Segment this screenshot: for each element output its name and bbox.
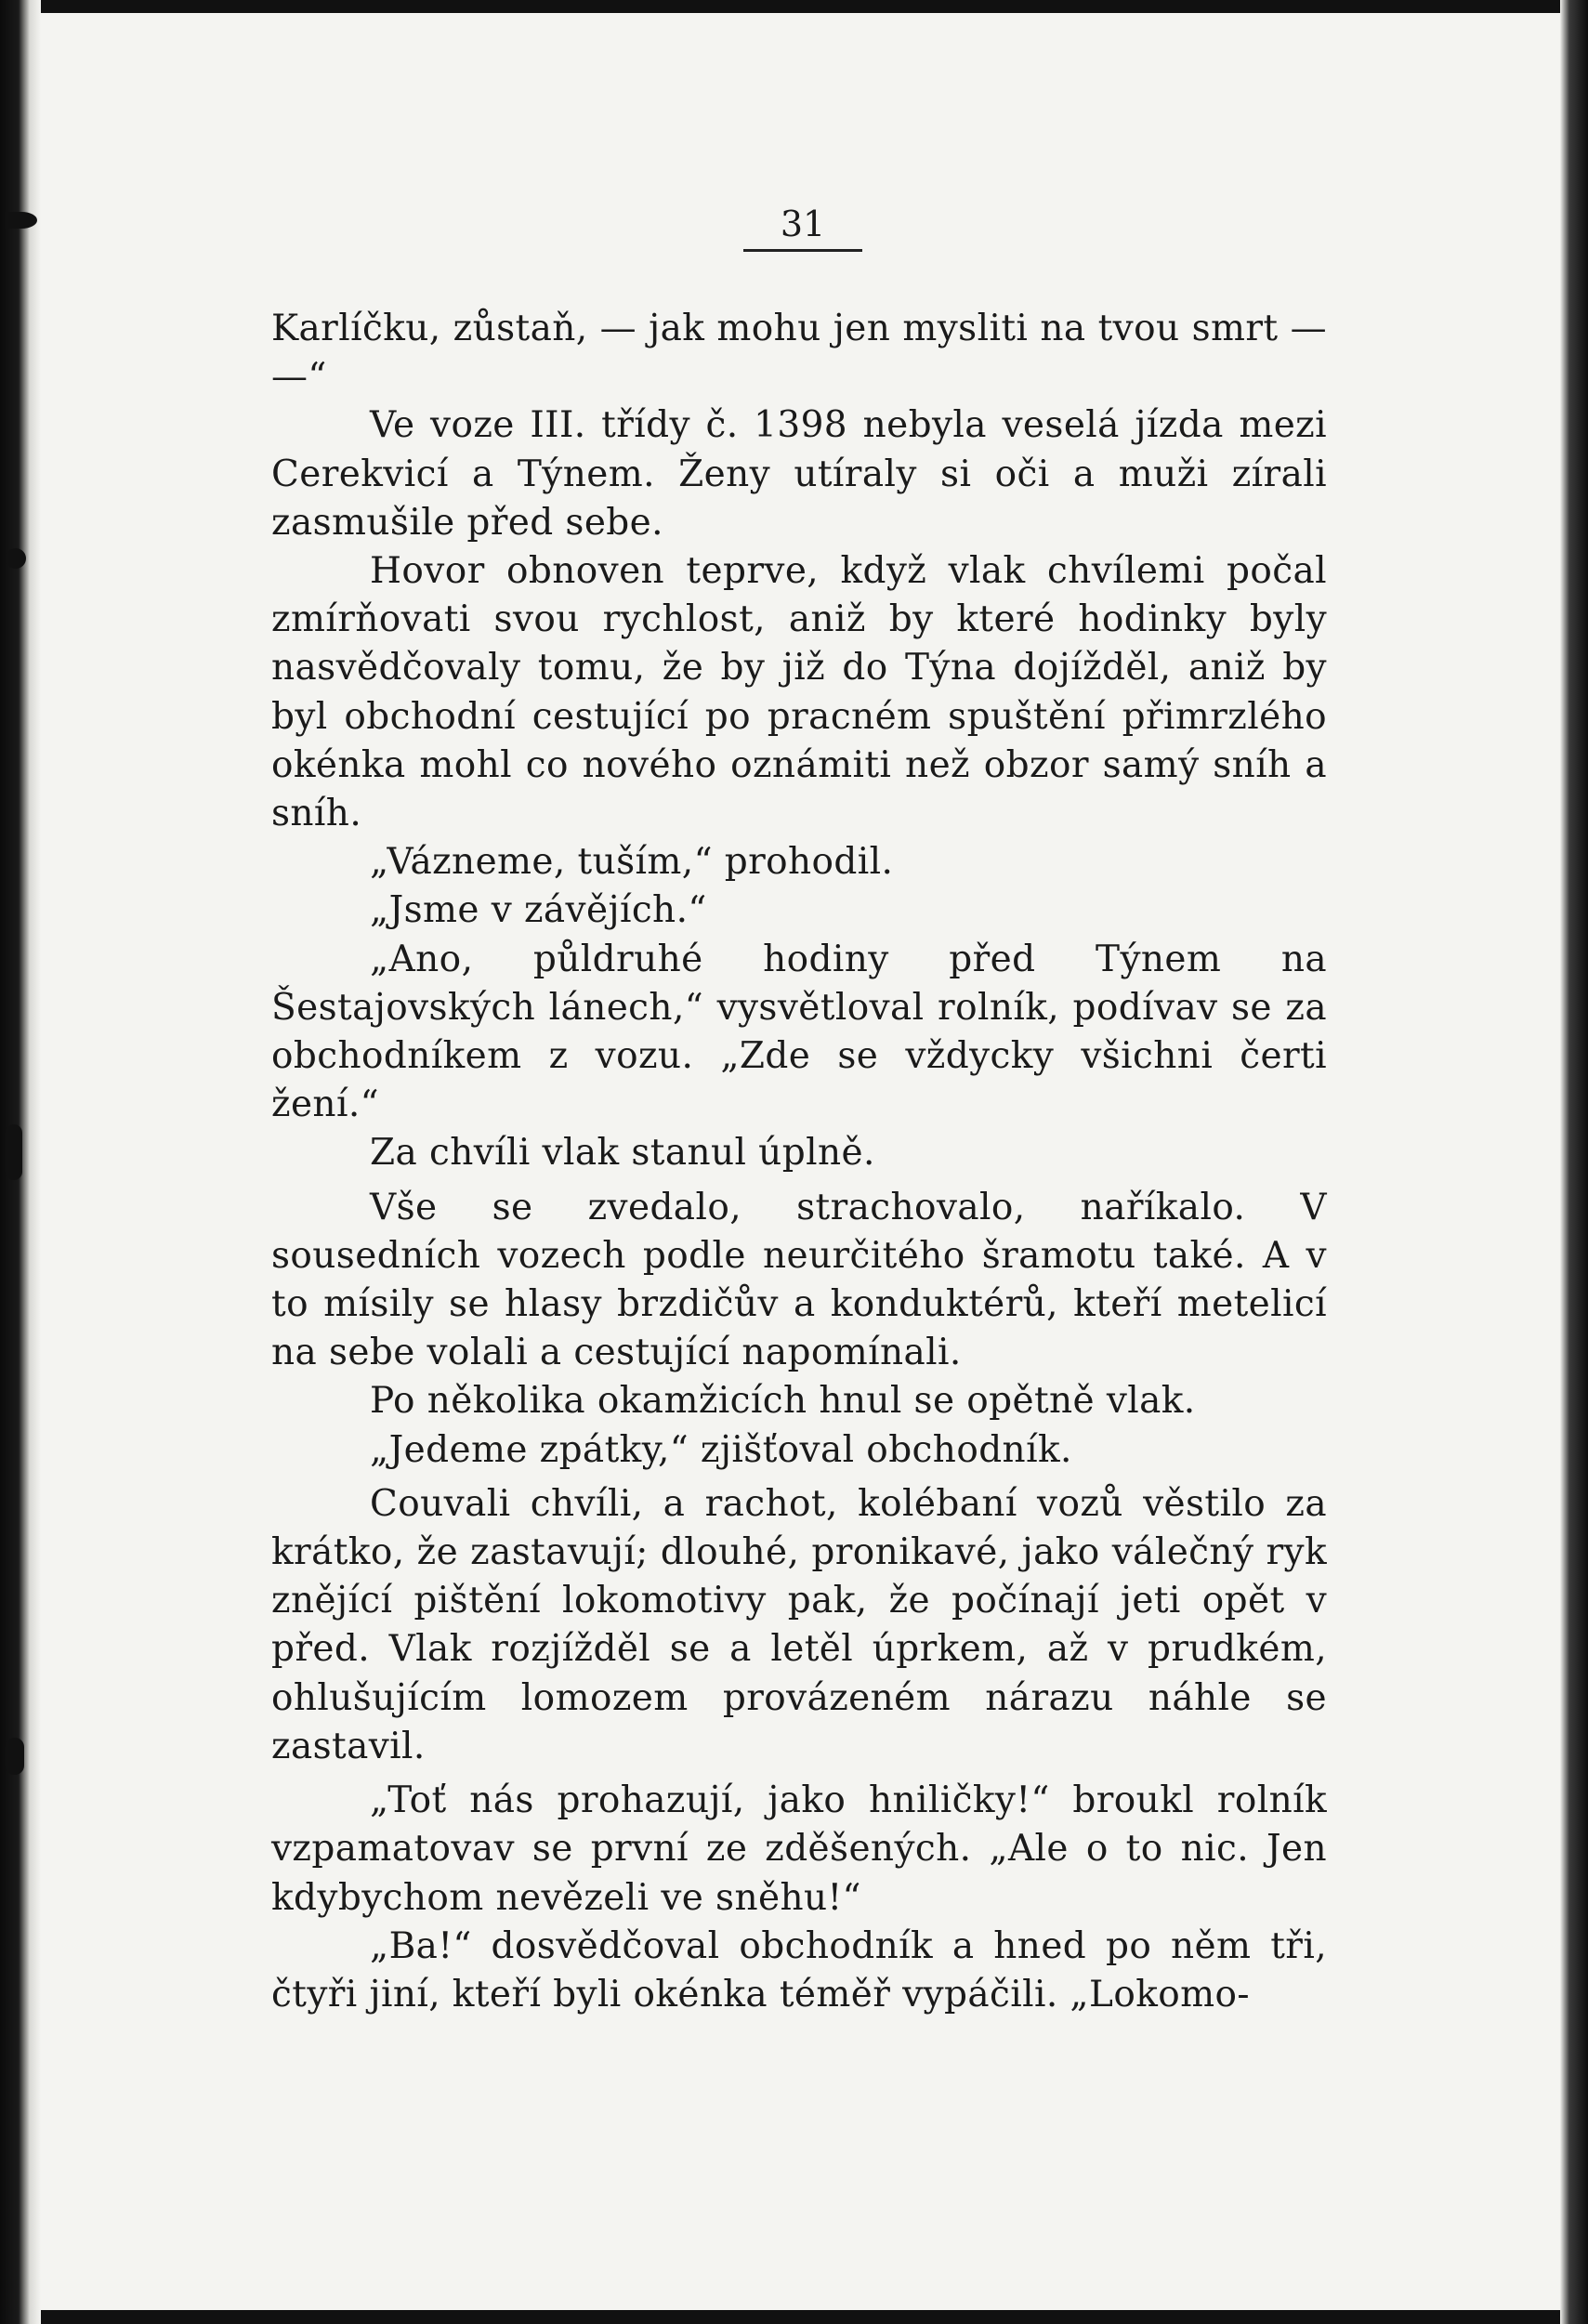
edge-mark [6, 212, 37, 229]
page-number-underline [743, 249, 862, 252]
paragraph: „Jedeme zpátky,“ zjišťoval obchodník. [370, 1428, 1072, 1471]
paragraph: „Ano, půldruhé hodiny před Týnem na Šestajovských lánech,“ vysvětloval rolník, podívav se za obchodníkem z vozu. „Zde se vždycky všichni čerti žení.“ [271, 938, 1327, 1126]
paragraph: Za chvíli vlak stanul úplně. [370, 1132, 875, 1175]
paragraph: Karlíčku, zůstaň, — jak mohu jen mysliti na tvou smrt — —“ [271, 308, 1327, 399]
page-right-edge [1560, 0, 1588, 2324]
body-text [271, 305, 1327, 2019]
page-number: 31 [780, 204, 826, 244]
edge-mark [6, 548, 26, 569]
paragraph: Po několika okamžicích hnul se opětně vlak. [370, 1380, 1196, 1423]
edge-mark [6, 1738, 24, 1775]
paragraph: Ve voze III. třídy č. 1398 nebyla veselá jízda mezi Cerekvicí a Týnem. Ženy utíraly si oči a muži zírali zasmušile před sebe. [271, 404, 1327, 544]
paragraph: „Jsme v závějích.“ [370, 889, 707, 932]
page-left-edge [0, 0, 41, 2324]
paragraph: „Ba!“ dosvědčoval obchodník a hned po něm tři, čtyři jiní, kteří byli okénka téměř vypáčili. „Lokomo- [271, 1924, 1327, 2015]
paragraph: „Toť nás prohazují, jako hniličky!“ broukl rolník vzpamatovav se první ze zděšených. „Ale o to nic. Jen kdybychom nevězeli ve sněhu!“ [271, 1779, 1327, 1919]
paragraph: Vše se zvedalo, strachovalo, naříkalo. V sousedních vozech podle neurčitého šramotu také. A v to mísily se hlasy brzdičův a konduktérů, kteří metelicí na sebe volali a cestující napomínali. [271, 1186, 1327, 1374]
paragraph: Couvali chvíli, a rachot, kolébaní vozů věstilo za krátko, že zastavují; dlouhé, pronikavé, jako válečný ryk znějící pištění lokomotivy pak, že počínají jeti opět v před. Vlak rozjížděl se a letěl úprkem, až v prudkém, ohlušujícím lomozem provázeném nárazu náhle se zastavil. [271, 1482, 1327, 1767]
paragraph: Hovor obnoven teprve, když vlak chvílemi počal zmírňovati svou rychlost, aniž by které hodinky byly nasvědčovaly tomu, že by již do Týna dojížděl, aniž by byl obchodní cestující po pracném spuštění přimrzlého okénka mohl co nového oznámiti než obzor samý sníh a sníh. [271, 550, 1327, 835]
edge-mark [6, 1124, 22, 1180]
paragraph: „Vázneme, tuším,“ prohodil. [370, 841, 894, 884]
